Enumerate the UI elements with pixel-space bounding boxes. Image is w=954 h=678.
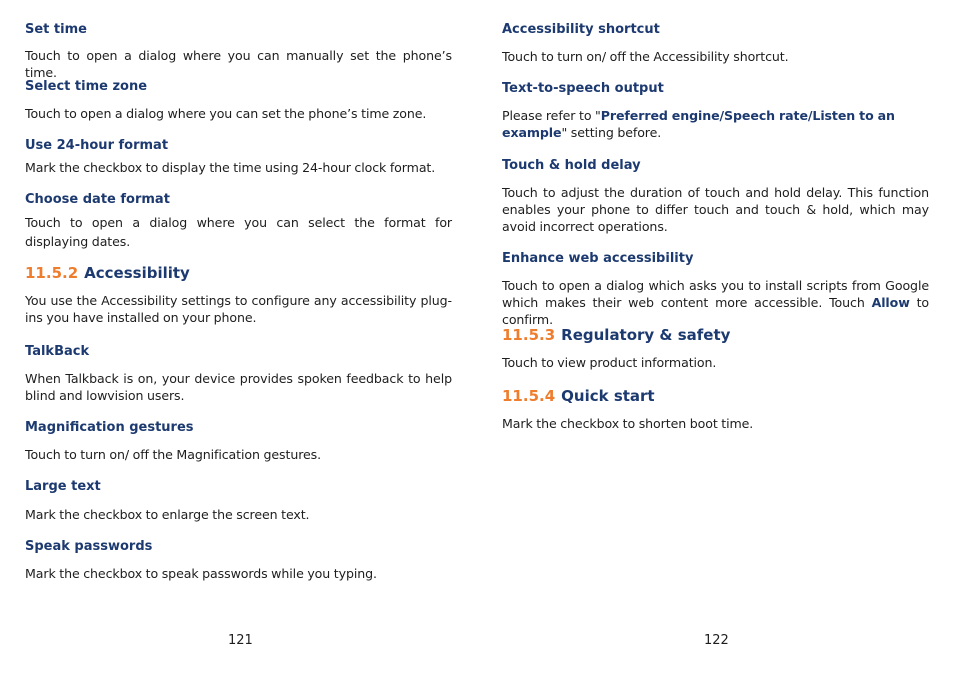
page-number-right: 122 [704, 633, 729, 648]
set-time-heading: Set time [25, 22, 87, 37]
regulatory-section [502, 326, 929, 371]
select-time-zone-text: Touch to open a dialog where you can set the phone’s time zone. [25, 106, 427, 121]
regulatory-section-title [502, 326, 929, 345]
magnification-heading: Magnification gestures [25, 420, 194, 435]
touch-hold-delay-text: Touch to adjust the duration of touch and hold delay. This function enables your phone to differ touch and touch & hold, which may avoid incorrect operations. [502, 185, 929, 234]
regulatory-text: Touch to view product information. [502, 355, 717, 370]
set-time-item [25, 21, 452, 81]
accessibility-shortcut-text: Touch to turn on/ off the Accessibility shortcut. [502, 49, 789, 64]
large-text-item [25, 478, 452, 523]
select-time-zone-item [25, 78, 452, 122]
tts-output-text-before: Please refer to " [502, 108, 601, 123]
tts-output-text-after: " setting before. [561, 125, 662, 140]
accessibility-section [25, 264, 452, 326]
large-text-text: Mark the checkbox to enlarge the screen text. [25, 507, 310, 522]
speak-passwords-text: Mark the checkbox to speak passwords while you typing. [25, 566, 377, 581]
accessibility-shortcut-item [502, 21, 929, 65]
regulatory-section-number: 11.5.3 [502, 326, 556, 344]
enhance-web-item [502, 250, 929, 328]
speak-passwords-item [25, 538, 452, 582]
magnification-item [25, 419, 452, 463]
choose-date-format-text: Touch to open a dialog where you can select the format for displaying dates. [25, 215, 452, 249]
accessibility-shortcut-heading: Accessibility shortcut [502, 22, 660, 37]
enhance-web-text-before: Touch to open a dialog which asks you to install scripts from Google which makes their web content more accessible. Touch [502, 278, 929, 310]
choose-date-format-item [25, 191, 452, 251]
talkback-text: When Talkback is on, your device provides spoken feedback to help blind and lowvision users. [25, 371, 452, 403]
accessibility-section-number: 11.5.2 [25, 264, 79, 282]
touch-hold-delay-item [502, 157, 929, 235]
magnification-text: Touch to turn on/ off the Magnification gestures. [25, 447, 322, 462]
regulatory-section-label: Regulatory & safety [561, 326, 731, 344]
tts-output-text-bold: Preferred engine/Speech rate/Listen to an example [502, 108, 895, 140]
talkback-item [25, 343, 452, 404]
accessibility-section-label: Accessibility [84, 264, 190, 282]
quick-start-section-label: Quick start [561, 387, 655, 405]
large-text-heading: Large text [25, 479, 101, 494]
talkback-heading: TalkBack [25, 344, 90, 359]
tts-output-heading: Text-to-speech output [502, 81, 664, 96]
enhance-web-text-bold: Allow [871, 295, 910, 310]
quick-start-section-title [502, 387, 929, 406]
tts-output-item [502, 80, 929, 141]
set-time-text: Touch to open a dialog where you can manually set the phone’s time. [25, 48, 452, 80]
select-time-zone-heading: Select time zone [25, 79, 148, 94]
touch-hold-delay-heading: Touch & hold delay [502, 158, 641, 173]
enhance-web-heading: Enhance web accessibility [502, 251, 694, 266]
accessibility-intro: You use the Accessibility settings to configure any accessibility plug-ins you have installed on your phone. [25, 293, 452, 325]
use-24-hour-heading: Use 24-hour format [25, 138, 169, 153]
quick-start-section [502, 387, 929, 432]
quick-start-text: Mark the checkbox to shorten boot time. [502, 416, 754, 431]
accessibility-section-title [25, 264, 452, 283]
right-page [502, 0, 929, 678]
choose-date-format-heading: Choose date format [25, 192, 170, 207]
tts-output-text [502, 107, 929, 141]
speak-passwords-heading: Speak passwords [25, 539, 153, 554]
enhance-web-text-after: to confirm. [502, 295, 930, 327]
left-page [25, 0, 452, 678]
use-24-hour-item [25, 137, 452, 176]
page-number-left: 121 [228, 633, 253, 648]
use-24-hour-text: Mark the checkbox to display the time using 24-hour clock format. [25, 160, 436, 175]
enhance-web-text [502, 277, 929, 328]
quick-start-section-number: 11.5.4 [502, 387, 556, 405]
